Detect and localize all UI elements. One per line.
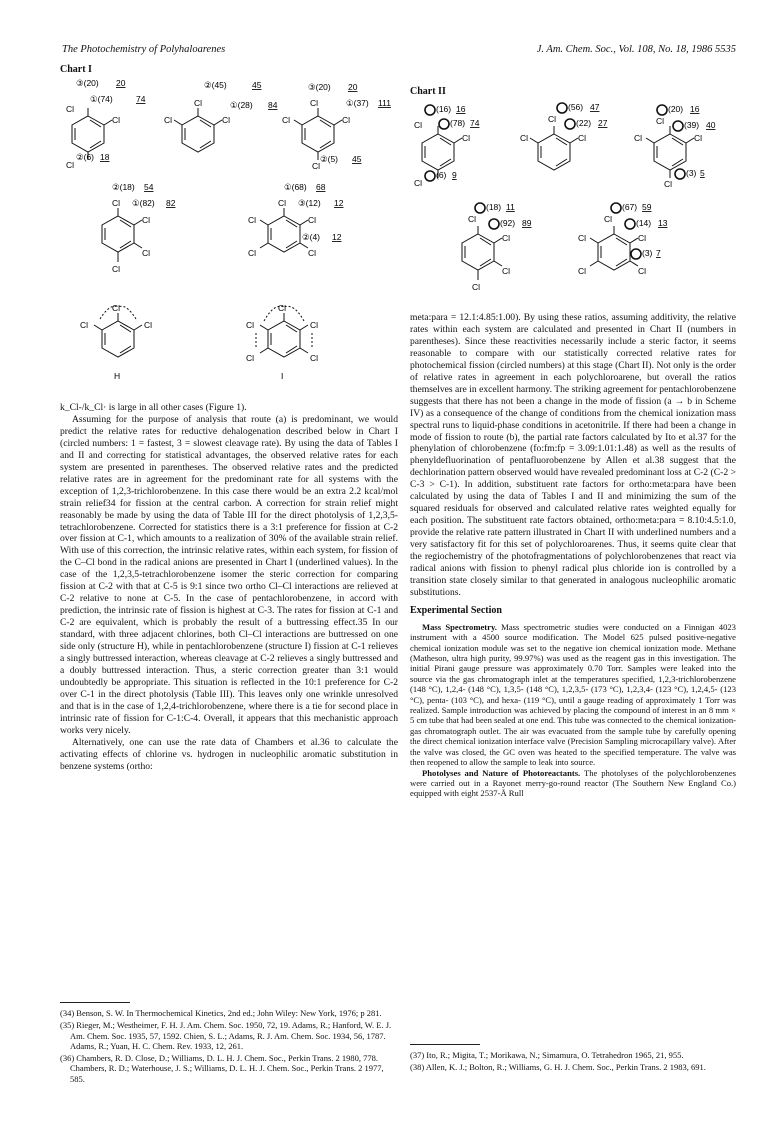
m4-value-b: 82 xyxy=(166,198,176,208)
m5-label-b: ③(12) xyxy=(298,198,321,208)
left-footnotes xyxy=(60,1008,398,1086)
chart-1-figure xyxy=(60,76,398,396)
svg-text:Cl: Cl xyxy=(278,303,287,313)
m3-value-a: 20 xyxy=(348,82,358,92)
m5-value-b: 12 xyxy=(334,198,344,208)
chart-2-title: Chart II xyxy=(410,86,446,97)
svg-text:Cl: Cl xyxy=(638,266,647,276)
c2m4-b: (92) xyxy=(500,218,516,228)
svg-text:Cl: Cl xyxy=(164,115,173,125)
molecule-1-3-5-trichlorobenzene xyxy=(282,82,391,171)
svg-text:Cl: Cl xyxy=(520,133,529,143)
c2m5-a: (67) xyxy=(622,202,638,212)
c2m1-c: (6) xyxy=(436,170,447,180)
svg-text:Cl: Cl xyxy=(414,178,423,188)
structure-h xyxy=(80,303,152,381)
m3-value-c: 45 xyxy=(352,154,362,164)
c2m2-b2: 27 xyxy=(598,118,608,128)
svg-text:Cl: Cl xyxy=(578,266,587,276)
c2m1-b2: 74 xyxy=(470,118,480,128)
svg-text:Cl: Cl xyxy=(66,104,75,114)
svg-text:Cl: Cl xyxy=(502,233,511,243)
right-paragraph-1: meta:para = 12.1:4.85:1.00). By using these ratios, assuming additivity, the relative rates within each system are calculated and presented in Chart II (numbers in parentheses). Since these reactivities necessarily include a steric factor, it seems reasonable to compare with our statistically corrected relative rates for photochemical fission (circled numbers) at this stage (Chart II). Not only is the order of relative rates in agreement in each polychloroarene, but overall the ratios themselves are in excellent harmony. The striking agreement for pentachlorobenzene suggests that there has not been a change in the mode of fission (a → b in Scheme IV) as a consequence of the change of conditions from the chemical ionization mass spectral runs to liquid-phase conditions in acetonitrile. If there had been a change in mode of fission to route (b), the partial rate factors calculated by Ito et al.37 for the phenylation of chlorobenzene (fo:fm:fp = 3.09:1.01:1.48) as well as the results of phenyldefluorination of pentafluorobenzene by Allen et al.38 suggest that the dechlorination pattern observed would have revealed predominant loss at C-2 (C-2 > C-3 > C-1). In addition, substituent rate factors for ortho:meta:para have been calculated by using the data of Tables I and II and minimizing the sum of the squared residuals for observed and calculated relative rates weighted equally for each position. The substituent rate factors obtained, ortho:meta:para = 8.10:4.5:1.0, provide the relative rate pattern illustrated in Chart II with underlined numbers and a very satisfactory fit for this set of polychloroarenes. Thus, it seems quite clear that the regiochemistry of the photofragmentations of polychlorobenzenes that react via radical anions with fission to phenyl radical plus chloride ion is controlled by a transition state closely similar to that generated in analogous nucleophilic aromatic substitutions. xyxy=(410,312,736,598)
svg-text:Cl: Cl xyxy=(578,133,587,143)
svg-text:Cl: Cl xyxy=(634,133,643,143)
m2-label-a: ②(45) xyxy=(204,80,227,90)
c2m3-c: (3) xyxy=(686,168,697,178)
svg-text:Cl: Cl xyxy=(548,114,557,124)
c2m4-b2: 89 xyxy=(522,218,532,228)
m2-value-a: 45 xyxy=(252,80,262,90)
right-footnote-rule xyxy=(410,1044,480,1045)
svg-text:Cl: Cl xyxy=(246,353,255,363)
experimental-section-heading: Experimental Section xyxy=(410,604,502,616)
m5-label-a: ①(68) xyxy=(284,182,307,192)
svg-text:Cl: Cl xyxy=(282,115,291,125)
svg-text:Cl: Cl xyxy=(656,116,665,126)
c2m1-a2: 16 xyxy=(456,104,466,114)
svg-text:Cl: Cl xyxy=(66,160,75,170)
svg-text:Cl: Cl xyxy=(112,115,121,125)
m1-value-a: 20 xyxy=(116,78,126,88)
chart-1-title: Chart I xyxy=(60,64,92,75)
c2m1-c2: 9 xyxy=(452,170,457,180)
c2m1-a: (16) xyxy=(436,104,452,114)
svg-text:Cl: Cl xyxy=(80,320,89,330)
m5-value-c: 12 xyxy=(332,232,342,242)
chart2-molecule-4 xyxy=(462,202,532,292)
m1-label-c: ②(6) xyxy=(76,152,95,162)
c2m5-a2: 59 xyxy=(642,202,652,212)
c2m3-b: (39) xyxy=(684,120,700,130)
m2-label-b: ①(28) xyxy=(230,100,253,110)
c2m2-a2: 47 xyxy=(590,102,600,112)
m4-value-a: 54 xyxy=(144,182,154,192)
svg-text:Cl: Cl xyxy=(112,303,121,313)
svg-text:Cl: Cl xyxy=(462,133,471,143)
svg-text:Cl: Cl xyxy=(278,198,287,208)
svg-text:Cl: Cl xyxy=(310,353,319,363)
svg-text:Cl: Cl xyxy=(310,320,319,330)
left-paragraph-1: Assuming for the purpose of analysis that route (a) is predominant, we would predict the relative rates for reductive dehalogenation described below in Chart I (circled numbers: 1 = fastest, 3 = slowest cleavage rate). By using the data of Tables I and II and correcting for statistical advantages, the observed relative rates for each system are presented in parentheses. The observed relative rates and the predicted relative rates are in agreement for the predominant rate for all systems with the exception of 1,2,3-trichlorobenzene. In this case there would be an extra 2.2 kcal/mol strain relief34 for fission at the central carbon. A correction for strain relief might reasonably be made by using the data of Table III for the direct photolysis of 1,2,3,5-tetrachlorobenzene. Corrected for statistics there is a 3:1 preference for fission at C-2 over fission at C-1, which amounts to a realization of 30% of the available strain relief. With use of this correction, the intrinsic relative rates, within each system, for fission of the C–Cl bond in the radical anions are presented in Chart I (underlined values). In the case of the 1,2,3,5-tetrachlorobenzene isomer the steric correction for comparing fission at C-2 with that at C-5 is 9:1 since two ortho Cl–Cl interactions are relieved at C-2 relative to none at C-5. In the case of pentachlorobenzene, in accord with prediction, the intrinsic rate of fission is highest at C-3. The rates for fission at C-1 and C-2 are equivalent, which is probably the result of a buttressing effect.35 In our standard, with three adjacent chlorines, both Cl–Cl interactions are buttressed on one side only (structure H), while in pentachlorobenzene (structure I) fission at C-1 relieves a singly buttressed interaction, whereas cleavage at C-2 relieves a singly buttressed and a doubly buttressed interaction. Thus, a steric correction greater than 3:1 would undoubtedly be appropriate. This situation is reflected in the 10:1 preference for C-2 over C-1 in the direct photolysis (Table III). This leaves only one wrinkle unresolved and that is in the case of 1,2,4-trichlorobenzene, where there is a tie for second place in intrinsic rate of fission for C-1:C-4. Overall, it appears that this mechanistic approach works very nicely. xyxy=(60,413,398,736)
photolyses-heading: Photolyses and Nature of Photoreactants. xyxy=(422,767,581,778)
svg-text:Cl: Cl xyxy=(502,266,511,276)
m1-label-b: ①(74) xyxy=(90,94,113,104)
mass-spec-heading: Mass Spectrometry. xyxy=(422,621,497,632)
svg-text:Cl: Cl xyxy=(142,215,151,225)
c2m3-c2: 5 xyxy=(700,168,705,178)
left-paragraph-0: k_Cl-/k_Cl· is large in all other cases (Figure 1). xyxy=(60,402,247,413)
c2m2-a: (56) xyxy=(568,102,584,112)
svg-text:Cl: Cl xyxy=(414,120,423,130)
svg-text:Cl: Cl xyxy=(144,320,153,330)
svg-text:Cl: Cl xyxy=(578,233,587,243)
structure-i xyxy=(246,303,318,381)
svg-text:Cl: Cl xyxy=(142,248,151,258)
c2m5-c: (3) xyxy=(642,248,653,258)
m4-label-b: ①(82) xyxy=(132,198,155,208)
svg-text:Cl: Cl xyxy=(468,214,477,224)
molecule-1-2-3-trichlorobenzene xyxy=(66,78,146,170)
svg-text:Cl: Cl xyxy=(694,133,703,143)
m1-value-b: 74 xyxy=(136,94,146,104)
right-body-text xyxy=(410,312,736,799)
svg-text:Cl: Cl xyxy=(222,115,231,125)
c2m4-a: (18) xyxy=(486,202,502,212)
chart2-molecule-1 xyxy=(414,104,480,188)
svg-text:Cl: Cl xyxy=(310,98,319,108)
svg-text:Cl: Cl xyxy=(308,215,317,225)
m5-label-c: ②(4) xyxy=(302,232,321,242)
svg-text:Cl: Cl xyxy=(342,115,351,125)
m5-value-a: 68 xyxy=(316,182,326,192)
m1-label-a: ③(20) xyxy=(76,78,99,88)
m3-label-b: ①(37) xyxy=(346,98,369,108)
svg-text:Cl: Cl xyxy=(604,214,613,224)
svg-text:Cl: Cl xyxy=(246,320,255,330)
molecule-1-2-3-5-tetrachlorobenzene xyxy=(102,182,176,274)
svg-text:Cl: Cl xyxy=(248,248,257,258)
m1-value-c: 18 xyxy=(100,152,110,162)
svg-text:Cl: Cl xyxy=(638,233,647,243)
c2m3-a: (20) xyxy=(668,104,684,114)
svg-text:Cl: Cl xyxy=(194,98,203,108)
m3-value-b: 111 xyxy=(378,98,391,108)
footnote-35: (35) Rieger, M.; Westheimer, F. H. J. Am. Chem. Soc. 1950, 72, 19. Adams, R.; Hanford, W. E. J. Am. Chem. Soc. 1935, 57, 1592. Chien, S. L.; Adams, R. J. Am. Chem. Soc. 1934, 56, 1787. Adams, R.; Yuan, H. C. Chem. Rev. 1933, 12, 261. xyxy=(60,1020,392,1051)
c2m5-b: (14) xyxy=(636,218,652,228)
svg-text:Cl: Cl xyxy=(308,248,317,258)
structure-h-label: H xyxy=(114,371,121,381)
left-body-text xyxy=(60,402,398,773)
molecule-pentachlorobenzene xyxy=(248,182,344,258)
m4-label-a: ②(18) xyxy=(112,182,135,192)
m3-label-a: ③(20) xyxy=(308,82,331,92)
svg-text:Cl: Cl xyxy=(312,161,321,171)
footnote-34: (34) Benson, S. W. In Thermochemical Kinetics, 2nd ed.; John Wiley: New York, 1976; p 281. xyxy=(60,1008,382,1018)
chart-2-figure xyxy=(410,98,736,298)
left-paragraph-2: Alternatively, one can use the rate data of Chambers et al.36 to calculate the activating effects of chlorine vs. hydrogen in nucleophilic aromatic substitution in benzene systems (ortho: xyxy=(60,736,398,772)
structure-i-label: I xyxy=(281,371,284,381)
svg-text:Cl: Cl xyxy=(112,264,121,274)
c2m2-b: (22) xyxy=(576,118,592,128)
chart2-molecule-2 xyxy=(520,102,608,170)
m2-value-b: 84 xyxy=(268,100,278,110)
svg-text:Cl: Cl xyxy=(112,198,121,208)
footnote-37: (37) Ito, R.; Migita, T.; Morikawa, N.; Simamura, O. Tetrahedron 1965, 21, 955. xyxy=(410,1050,684,1060)
footnote-38: (38) Allen, K. J.; Bolton, R.; Williams, G. H. J. Chem. Soc., Perkin Trans. 2 1983, 691. xyxy=(410,1062,706,1073)
running-header-right: J. Am. Chem. Soc., Vol. 108, No. 18, 1986 5535 xyxy=(536,44,736,55)
running-header-left: The Photochemistry of Polyhaloarenes xyxy=(62,44,226,55)
left-footnote-rule xyxy=(60,1002,130,1003)
molecule-1-2-4-trichlorobenzene xyxy=(164,80,278,152)
photolyses-body: The photolyses of the polychlorobenzenes were carried out in a Rayonet merry-go-round reactor (The Southern New England Co.) equipped with eight 2537-Å Rull xyxy=(410,767,737,799)
c2m4-a2: 11 xyxy=(506,202,515,212)
footnote-36: (36) Chambers, R. D. Close, D.; Williams, D. L. H. J. Chem. Soc., Perkin Trans. 2 1980, 778. Chambers, R. D.; Waterhouse, J. S.; Williams, D. L. H. J. Chem. Soc., Perkin Trans. 2 1977, 585. xyxy=(60,1053,384,1084)
c2m1-b: (78) xyxy=(450,118,466,128)
c2m3-b2: 40 xyxy=(706,120,716,130)
svg-text:Cl: Cl xyxy=(472,282,481,292)
m3-label-c: ②(5) xyxy=(320,154,339,164)
svg-text:Cl: Cl xyxy=(664,179,673,189)
svg-text:Cl: Cl xyxy=(248,215,257,225)
c2m3-a2: 16 xyxy=(690,104,700,114)
chart2-molecule-3 xyxy=(634,104,716,189)
chart2-molecule-5 xyxy=(578,202,668,276)
c2m5-b2: 13 xyxy=(658,218,668,228)
right-footnotes xyxy=(410,1050,736,1075)
c2m5-c2: 7 xyxy=(656,248,661,258)
mass-spec-body: Mass spectrometric studies were conducted on a Finnigan 4023 instrument with a 4500 source modification. The Model 625 pulsed positive-negative chemical ionization module was set to the negative ion chemical ionization mode. Methane (Matheson, ultra high purity, 99.97%) was used as the reagent gas in this investigation. The initial Pirani gauge pressure was approximately 0.70 Torr. Samples were leaked into the source via the gas chromatograph inlet at the temperatures specified, 1,2,3-trichlorobenzene (148 °C), 1,2,4- (148 °C), 1,3,5- (148 °C), 1,2,3,5- (173 °C), 1,2,3,4- (123 °C), 1,2,4,5- (123 °C), penta- (103 °C), and hexa- (119 °C), until a gauge reading of approximately 1 Torr was realized. Sample introduction was achieved by placing the compound of interest in an 8 mm × 5 cm tube that had been sealed at one end. This tube was connected to the chemical ionization-gas chromatograph outlet. The air was evacuated from the sample tube by carefully opening the direct chemical ionization interface valve (Precision Sampling microcapillary valve). After the valve was closed, the GC oven was heated to the specified temperature. The valve was then reopened to allow the sample to leak into source. xyxy=(410,621,736,768)
